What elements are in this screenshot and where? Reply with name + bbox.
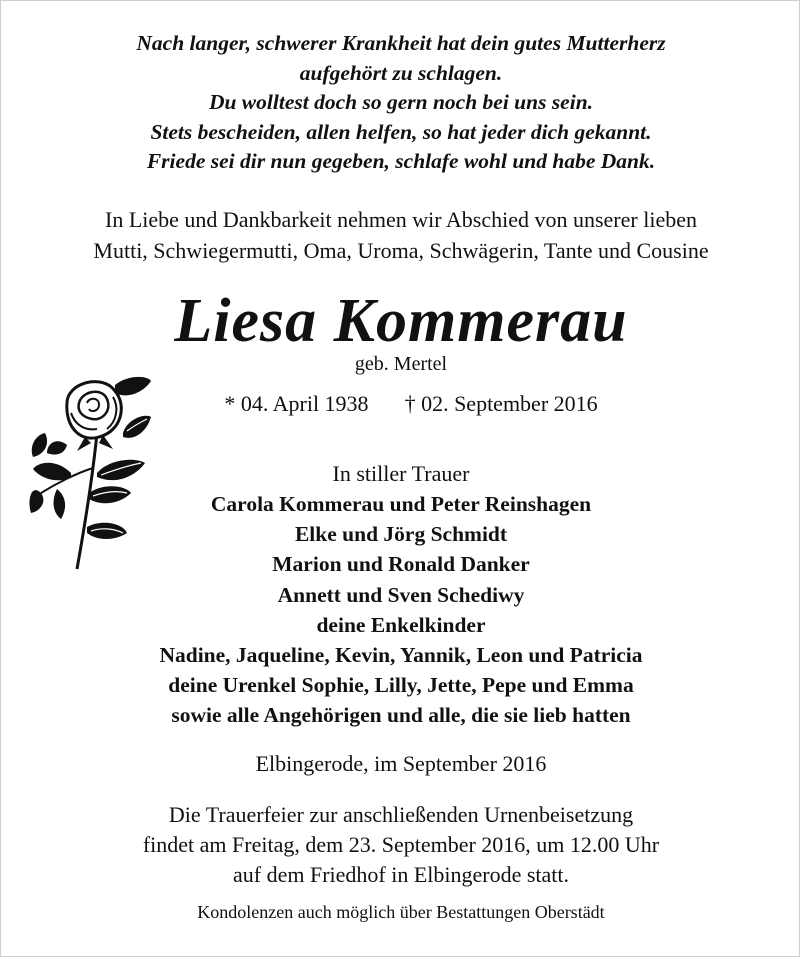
service-line: auf dem Friedhof in Elbingerode statt. bbox=[232, 862, 570, 887]
deceased-name: Liesa Kommerau bbox=[174, 287, 628, 355]
birth-date: * 04. April 1938 bbox=[224, 391, 369, 416]
mourner-line: deine Enkelkinder bbox=[316, 612, 486, 637]
service-line: findet am Freitag, dem 23. September 2016, um 12.00 Uhr bbox=[142, 832, 660, 857]
poem bbox=[1, 29, 800, 177]
mourner-line: Nadine, Jaqueline, Kevin, Yannik, Leon und Patricia bbox=[159, 643, 643, 668]
poem-line: Du wolltest doch so gern noch bei uns sein. bbox=[208, 90, 594, 114]
service-info bbox=[1, 800, 800, 890]
mourner-line: sowie alle Angehörigen und alle, die sie lieb hatten bbox=[171, 703, 631, 728]
mourner-line: Annett und Sven Schediwy bbox=[277, 582, 525, 607]
birth-name: geb. Mertel bbox=[354, 353, 448, 375]
mourner-line: Carola Kommerau und Peter Reinshagen bbox=[210, 492, 592, 516]
mourners-lead: In stiller Trauer bbox=[332, 461, 470, 486]
poem-line: Nach langer, schwerer Krankheit hat dein gutes Mutterherz bbox=[136, 31, 666, 55]
intro-line: Mutti, Schwiegermutti, Oma, Uroma, Schwägerin, Tante und Cousine bbox=[93, 238, 709, 263]
mourner-line: Marion und Ronald Danker bbox=[272, 552, 530, 577]
mourner-line: deine Urenkel Sophie, Lilly, Jette, Pepe und Emma bbox=[168, 673, 634, 698]
death-date: † 02. September 2016 bbox=[404, 391, 598, 416]
life-dates bbox=[181, 389, 641, 419]
poem-line: Stets bescheiden, allen helfen, so hat jeder dich gekannt. bbox=[150, 119, 652, 144]
poem-line: aufgehört zu schlagen. bbox=[299, 60, 503, 85]
poem-line: Friede sei dir nun gegeben, schlafe wohl und habe Dank. bbox=[146, 149, 656, 173]
mourners bbox=[1, 459, 800, 731]
intro-text bbox=[1, 204, 800, 266]
mourner-line: Elke und Jörg Schmidt bbox=[294, 522, 508, 547]
condolence-note: Kondolenzen auch möglich über Bestattungen Oberstädt bbox=[197, 902, 605, 922]
intro-line: In Liebe und Dankbarkeit nehmen wir Abschied von unserer lieben bbox=[105, 207, 697, 232]
service-line: Die Trauerfeier zur anschließenden Urnenbeisetzung bbox=[168, 802, 634, 827]
place-date: Elbingerode, im September 2016 bbox=[255, 751, 547, 776]
